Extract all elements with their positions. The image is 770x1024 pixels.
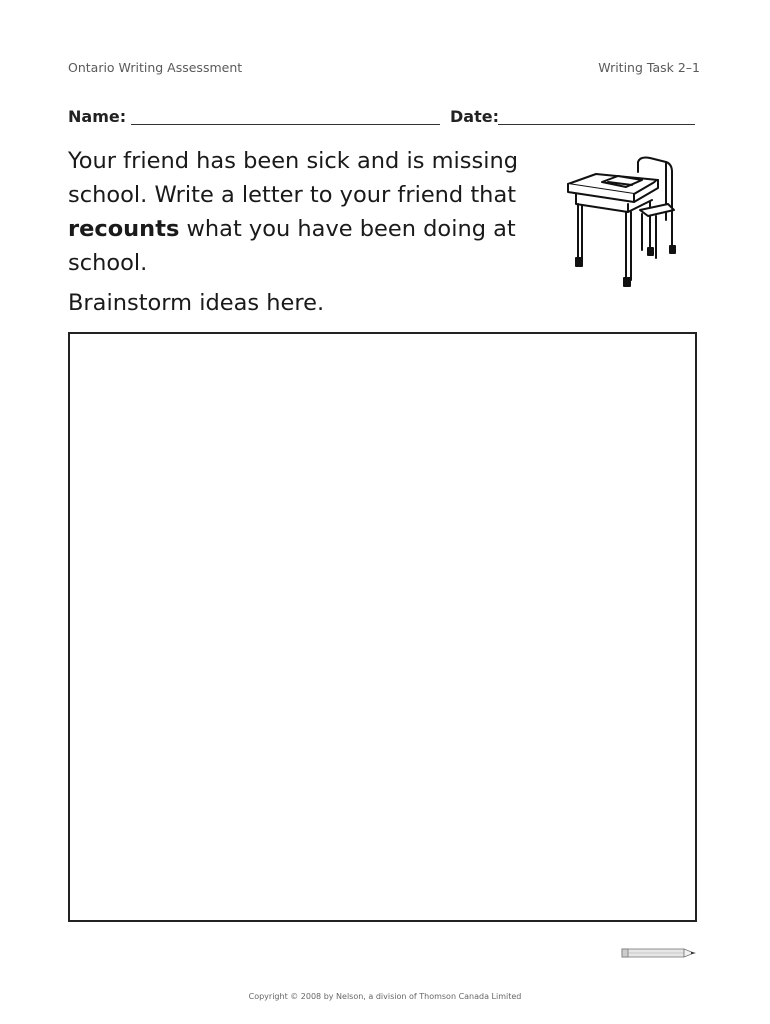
prompt-emphasis: recounts (68, 216, 180, 242)
name-field[interactable] (131, 124, 440, 125)
prompt-text-1: Your friend has been sick and is missing school. Write a letter to your friend that (68, 148, 518, 208)
date-field[interactable] (498, 124, 695, 125)
brainstorm-label: Brainstorm ideas here. (68, 290, 325, 316)
pencil-icon (620, 946, 700, 960)
writing-prompt (68, 144, 548, 280)
assessment-title: Ontario Writing Assessment (68, 60, 243, 75)
copyright-notice: Copyright © 2008 by Nelson, a division of Thomson Canada Limited (248, 992, 522, 1001)
brainstorm-box[interactable] (68, 332, 697, 922)
name-label: Name: (68, 107, 127, 126)
school-desk-icon (562, 154, 682, 290)
task-number: Writing Task 2–1 (598, 60, 700, 75)
prompt-text-2: what you have been doing at school. (68, 216, 516, 276)
name-date-row (68, 107, 698, 129)
date-label: Date: (450, 107, 499, 126)
